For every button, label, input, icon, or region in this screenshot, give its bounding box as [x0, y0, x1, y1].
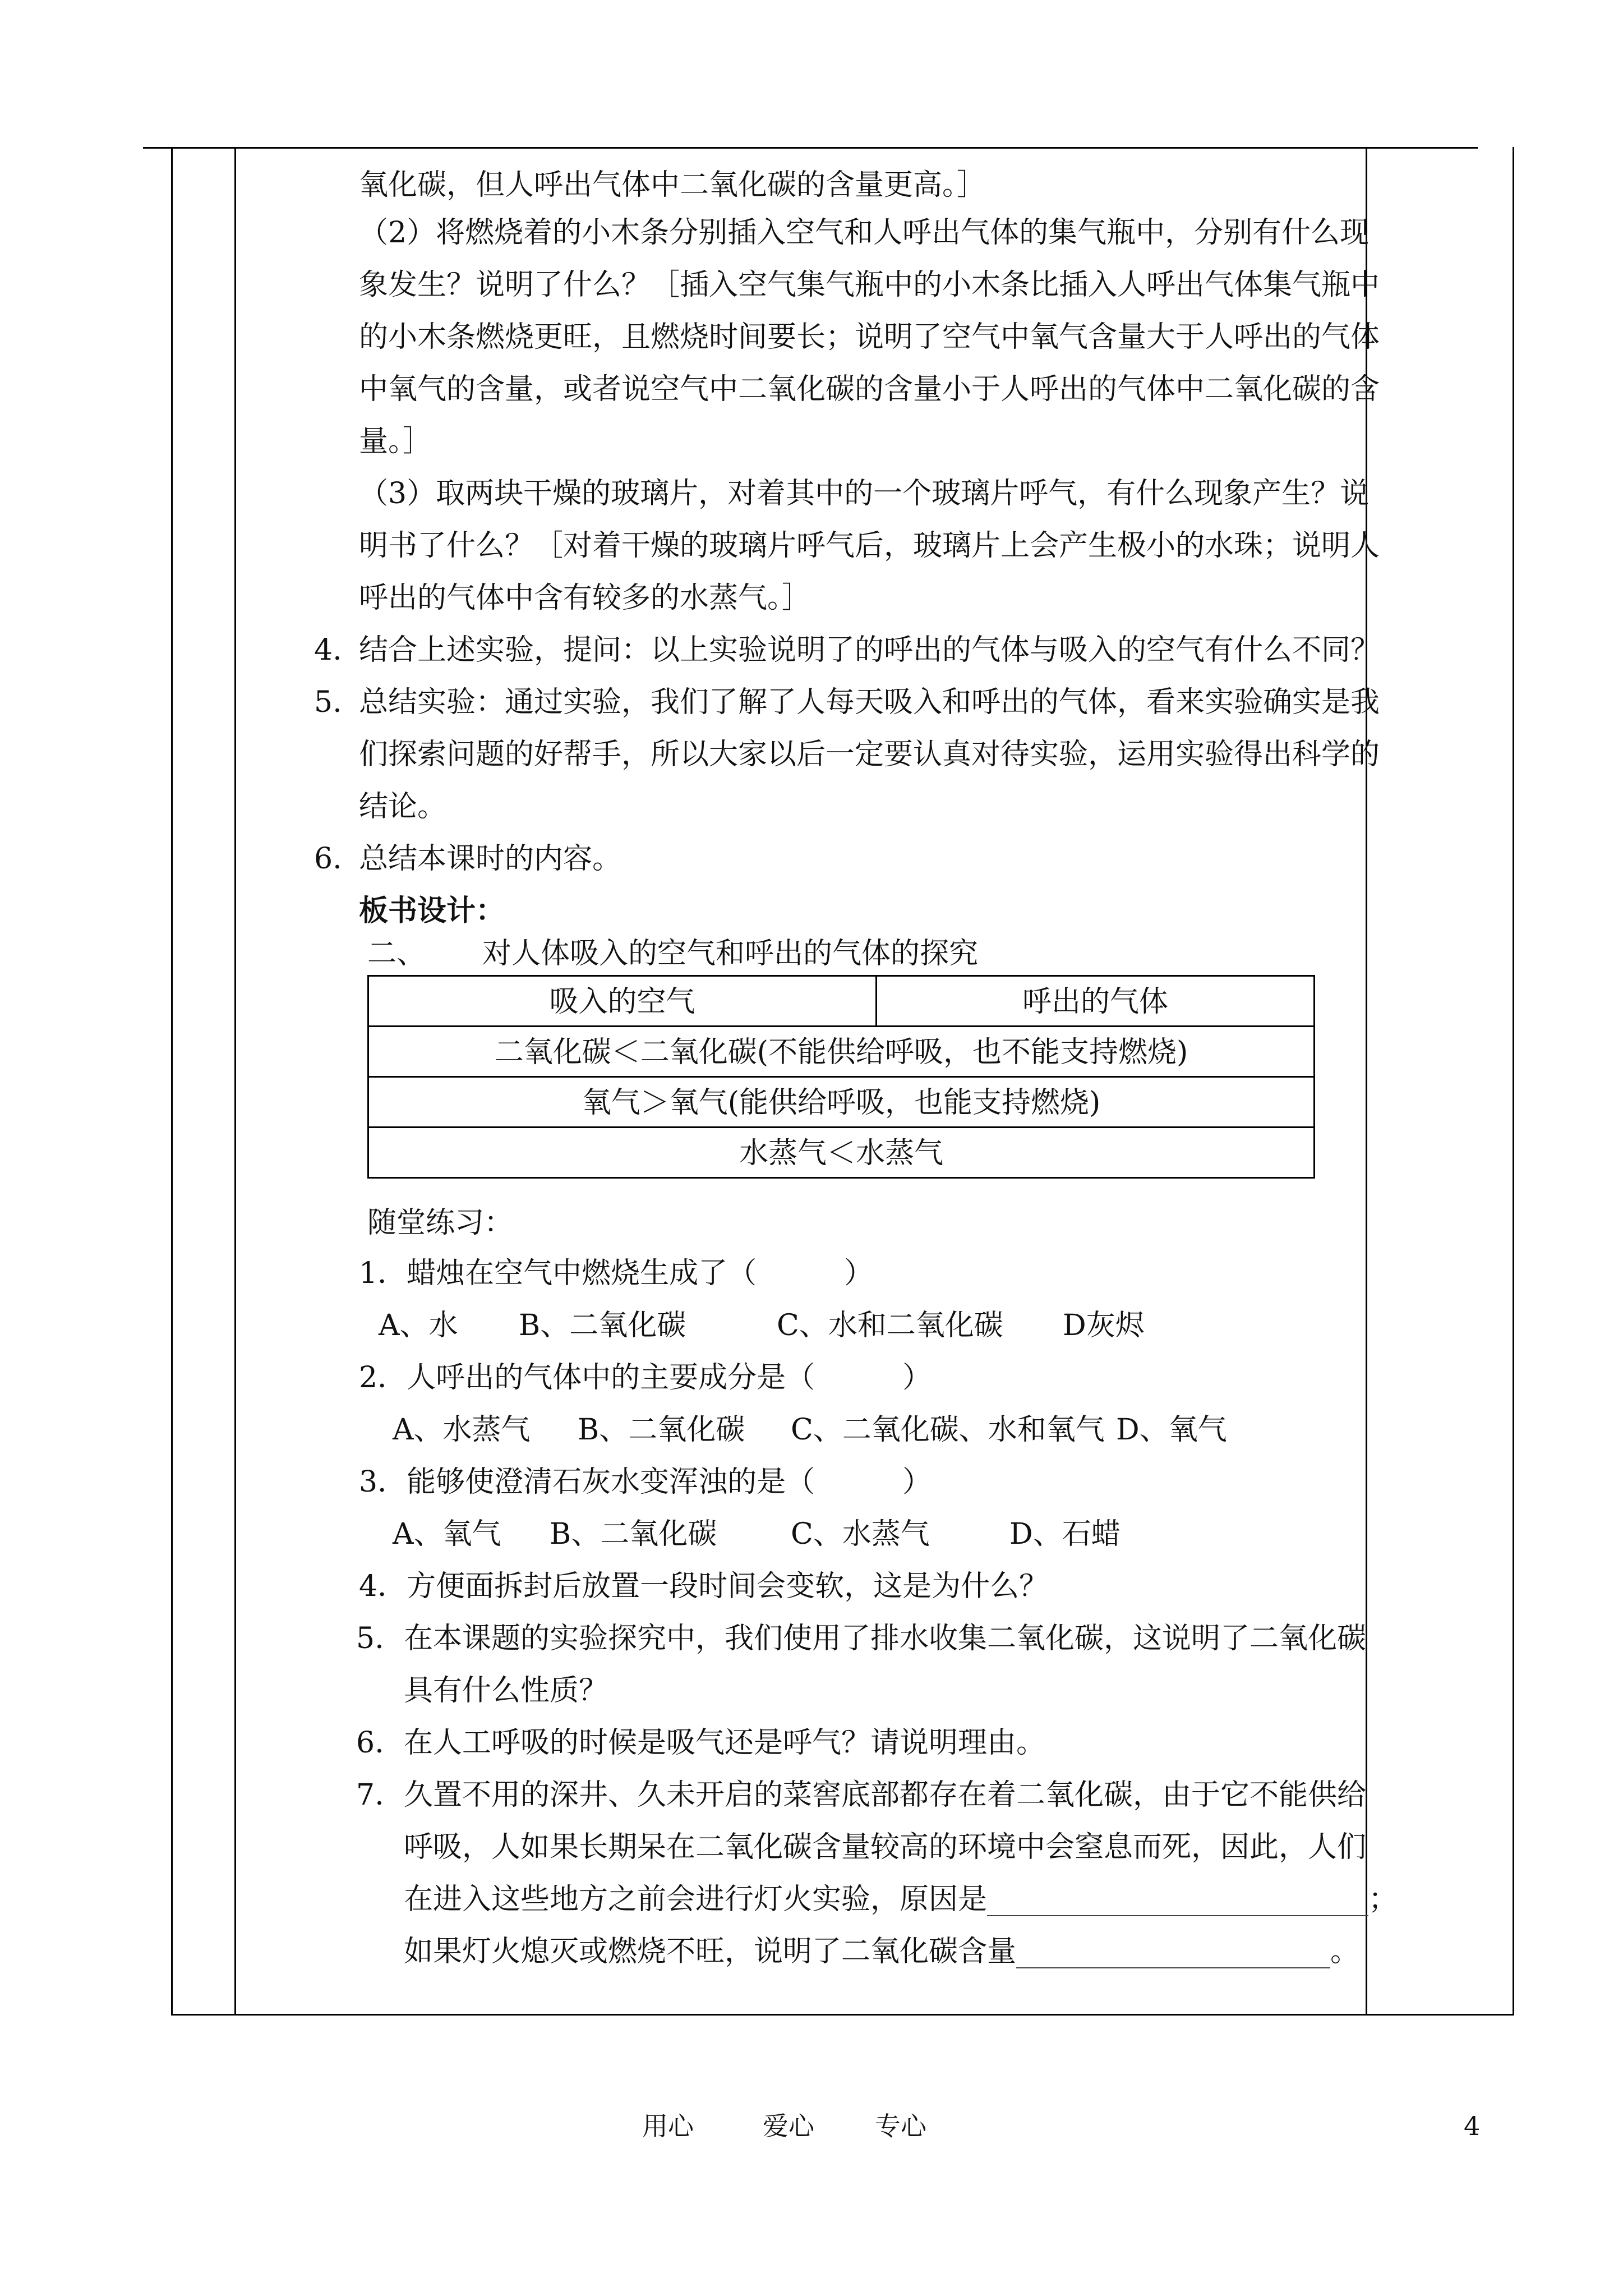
- para2-line-5: 量。］: [359, 425, 432, 458]
- para2-line-1: （2）将燃烧着的小木条分别插入空气和人呼出气体的集气瓶中，分别有什么现: [359, 216, 1370, 250]
- question-7-line-4-end: 。: [1330, 1935, 1360, 1968]
- question-3-option-d: D、石蜡: [1009, 1517, 1121, 1551]
- board-table-col1: 吸入的空气: [549, 985, 695, 1019]
- question-7-line-2: 呼吸，人如果长期呆在二氧化碳含量较高的环境中会窒息而死，因此，人们: [404, 1830, 1367, 1864]
- question-7-line-3-end: ；: [1368, 1883, 1398, 1916]
- para1-line-1: 氧化碳，但人呼出气体中二氧化碳的含量更高。］: [359, 168, 986, 202]
- footer-slogan-1: 用心: [642, 2111, 694, 2141]
- question-4: 4．方便面拆封后放置一段时间会变软，这是为什么？: [359, 1570, 1049, 1603]
- question-5-line-2: 具有什么性质？: [404, 1674, 608, 1708]
- question-5-line-1: 在本课题的实验探究中，我们使用了排水收集二氧化碳，这说明了二氧化碳: [404, 1622, 1367, 1655]
- question-2-option-d: D、氧气: [1116, 1413, 1227, 1447]
- board-table-col2: 呼出的气体: [1022, 985, 1168, 1019]
- question-3-option-a: A、氧气: [393, 1517, 501, 1551]
- frame-right-line: [1513, 147, 1514, 2015]
- board-heading-number: 二、: [367, 937, 426, 970]
- question-1: 1．蜡烛在空气中燃烧生成了（ ）: [359, 1257, 874, 1290]
- question-3-option-b: B、二氧化碳: [550, 1517, 717, 1551]
- para2-line-4: 中氧气的含量，或者说空气中二氧化碳的含量小于人呼出的气体中二氧化碳的含: [359, 372, 1380, 406]
- question-7-line-3-text: 在进入这些地方之前会进行灯火实验，原因是: [404, 1883, 988, 1916]
- question-2: 2．人呼出的气体中的主要成分是（ ）: [359, 1361, 932, 1395]
- frame-col-line: [234, 147, 236, 2015]
- frame-right-inner-line: [1366, 147, 1367, 2015]
- question-1-option-a: A、水: [379, 1309, 458, 1342]
- step-6-number: 6.: [314, 842, 342, 876]
- para3-line-1: （3）取两块干燥的玻璃片，对着其中的一个玻璃片呼气，有什么现象产生？说: [359, 477, 1370, 510]
- board-table-row-2: 氧气＞氧气(能供给呼吸，也能支持燃烧): [367, 1078, 1315, 1128]
- para2-line-2: 象发生？说明了什么？［插入空气集气瓶中的小木条比插入人呼出气体集气瓶中: [359, 268, 1380, 302]
- question-5-number: 5.: [356, 1622, 384, 1655]
- step-6-line-1: 总结本课时的内容。: [359, 842, 622, 876]
- step-5-number: 5.: [314, 685, 342, 719]
- question-3-option-c: C、水蒸气: [791, 1517, 930, 1551]
- board-design-title: 板书设计：: [359, 894, 505, 928]
- footer-slogan-2: 爱心: [763, 2111, 814, 2141]
- question-1-option-d: D灰烬: [1063, 1309, 1145, 1342]
- board-table-row-3: 水蒸气＜水蒸气: [367, 1128, 1315, 1179]
- step-5-line-3: 结论。: [359, 790, 447, 823]
- para3-line-3: 呼出的气体中含有较多的水蒸气。］: [359, 581, 811, 615]
- question-7-number: 7.: [356, 1778, 384, 1812]
- question-7-line-4-text: 如果灯火熄灭或燃烧不旺，说明了二氧化碳含量: [404, 1935, 1017, 1968]
- step-5-line-1: 总结实验：通过实验，我们了解了人每天吸入和呼出的气体，看来实验确实是我: [359, 685, 1380, 719]
- frame-left-line: [171, 147, 173, 2015]
- question-2-option-c: C、二氧化碳、水和氧气: [791, 1413, 1105, 1447]
- question-3: 3．能够使澄清石灰水变浑浊的是（ ）: [359, 1465, 932, 1499]
- para3-line-2: 明书了什么？［对着干燥的玻璃片呼气后，玻璃片上会产生极小的水珠；说明人: [359, 529, 1380, 563]
- step-4-number: 4.: [314, 633, 342, 667]
- page-number: 4: [1464, 2111, 1481, 2141]
- para2-line-3: 的小木条燃烧更旺，且燃烧时间要长；说明了空气中氧气含量大于人呼出的气体: [359, 320, 1380, 354]
- bottom-rule: [171, 2014, 1514, 2016]
- footer-slogan-3: 专心: [875, 2111, 926, 2141]
- question-6-number: 6.: [356, 1726, 384, 1760]
- question-1-option-c: C、水和二氧化碳: [777, 1309, 1003, 1342]
- question-7-line-4: [404, 1935, 1359, 1968]
- question-6-line-1: 在人工呼吸的时候是吸气还是呼气？请说明理由。: [404, 1726, 1046, 1760]
- question-7-line-3: [404, 1883, 1398, 1916]
- practice-title: 随堂练习：: [367, 1206, 514, 1240]
- question-2-option-a: A、水蒸气: [393, 1413, 531, 1447]
- board-table-header-row: [367, 975, 1315, 1027]
- step-5-line-2: 们探索问题的好帮手，所以大家以后一定要认真对待实验，运用实验得出科学的: [359, 738, 1380, 771]
- answer-blank-2[interactable]: [1016, 1940, 1330, 1968]
- question-2-option-b: B、二氧化碳: [578, 1413, 745, 1447]
- board-table-row-1: 二氧化碳＜二氧化碳(不能供给呼吸，也不能支持燃烧): [367, 1027, 1315, 1078]
- top-rule: [143, 147, 1478, 149]
- answer-blank-1[interactable]: [987, 1888, 1368, 1916]
- question-7-line-1: 久置不用的深井、久未开启的菜窖底部都存在着二氧化碳，由于它不能供给: [404, 1778, 1367, 1812]
- board-heading: 对人体吸入的空气和呼出的气体的探究: [482, 937, 979, 970]
- question-1-option-b: B、二氧化碳: [519, 1309, 686, 1342]
- step-4-line-1: 结合上述实验，提问：以上实验说明了的呼出的气体与吸入的空气有什么不同？: [359, 633, 1380, 667]
